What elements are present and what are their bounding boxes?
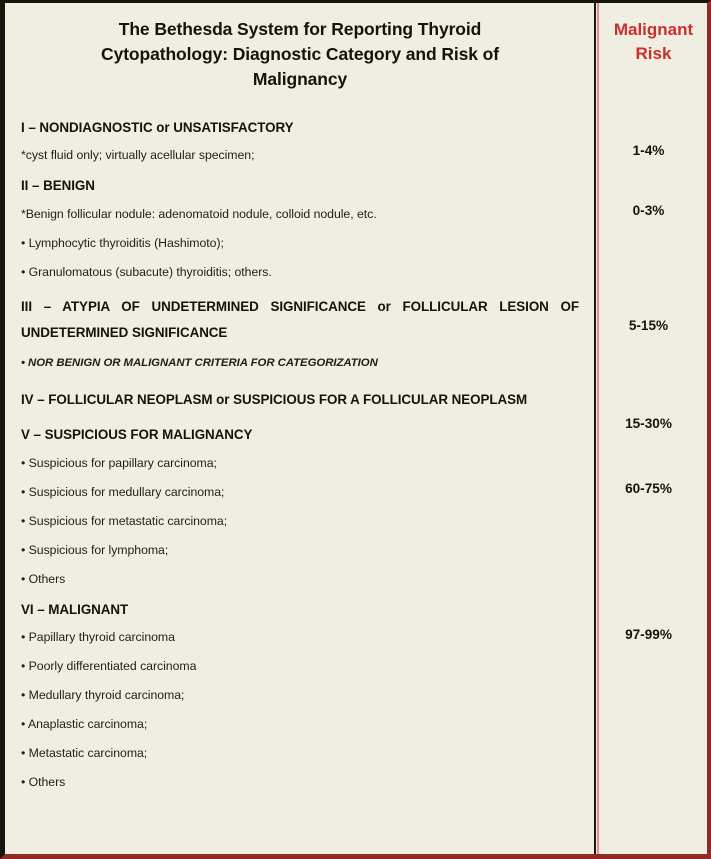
category-sub-item: • Others: [21, 775, 66, 790]
category-heading: VI – MALIGNANT: [21, 601, 129, 617]
category-heading: IV – FOLLICULAR NEOPLASM or SUSPICIOUS FOR A FOLLICULAR NEOPLASM: [21, 391, 528, 407]
title-line-3: Malignancy: [252, 68, 348, 89]
category-heading: I – NONDIAGNOSTIC or UNSATISFACTORY: [21, 119, 294, 135]
column-divider: [593, 3, 600, 854]
category-sub-item: • Poorly differentiated carcinoma: [21, 659, 197, 674]
category-heading: III – ATYPIA OF UNDETERMINED SIGNIFICANCE or FOLLICULAR LESION OF UNDETERMINED SIGNIFICANCE: [21, 298, 579, 340]
category-sub-item: • Suspicious for lymphoma;: [21, 542, 169, 557]
risk-value: 1-4%: [632, 143, 665, 158]
divider-pink-rule: [597, 3, 599, 854]
category-sub-item: • Lymphocytic thyroiditis (Hashimoto);: [21, 235, 224, 250]
risk-header-line-2: Risk: [635, 43, 672, 63]
category-sub-item: • Medullary thyroid carcinoma;: [21, 688, 185, 703]
risk-value: 97-99%: [625, 627, 672, 642]
category-sub-item: • Suspicious for medullary carcinoma;: [21, 484, 225, 499]
category-heading: II – BENIGN: [21, 178, 95, 194]
category-sub-item: • Granulomatous (subacute) thyroiditis; others.: [21, 264, 272, 279]
category-sub-item: • Anaplastic carcinoma;: [21, 717, 148, 732]
page-title: [21, 3, 579, 92]
risk-column-header: [600, 3, 707, 66]
category-sub-item: • Papillary thyroid carcinoma: [21, 630, 175, 645]
divider-dark-rule: [594, 3, 596, 854]
risk-value: 0-3%: [632, 203, 665, 218]
risk-header-line-1: Malignant: [613, 20, 694, 39]
title-line-1: The Bethesda System for Reporting Thyroid: [118, 19, 482, 39]
malignant-risk-column: [600, 3, 707, 854]
category-sub-item: • NOR BENIGN OR MALIGNANT CRITERIA FOR CATEGORIZATION: [21, 357, 378, 370]
risk-value: 15-30%: [625, 416, 672, 431]
title-line-2: Cytopathology: Diagnostic Category and Risk of: [101, 43, 499, 64]
category-sub-item: *cyst fluid only; virtually acellular specimen;: [21, 148, 255, 163]
category-list: [21, 92, 579, 792]
category-heading: V – SUSPICIOUS FOR MALIGNANCY: [21, 427, 253, 443]
category-sub-item: • Suspicious for papillary carcinoma;: [21, 455, 217, 470]
category-sub-item: • Suspicious for metastatic carcinoma;: [21, 513, 228, 528]
risk-value: 5-15%: [628, 318, 669, 333]
category-sub-item: *Benign follicular nodule: adenomatoid nodule, colloid nodule, etc.: [21, 206, 377, 221]
risk-value: 60-75%: [625, 481, 672, 496]
category-sub-item: • Others: [21, 571, 66, 586]
category-sub-item: • Metastatic carcinoma;: [21, 746, 148, 761]
category-column: [5, 3, 593, 854]
